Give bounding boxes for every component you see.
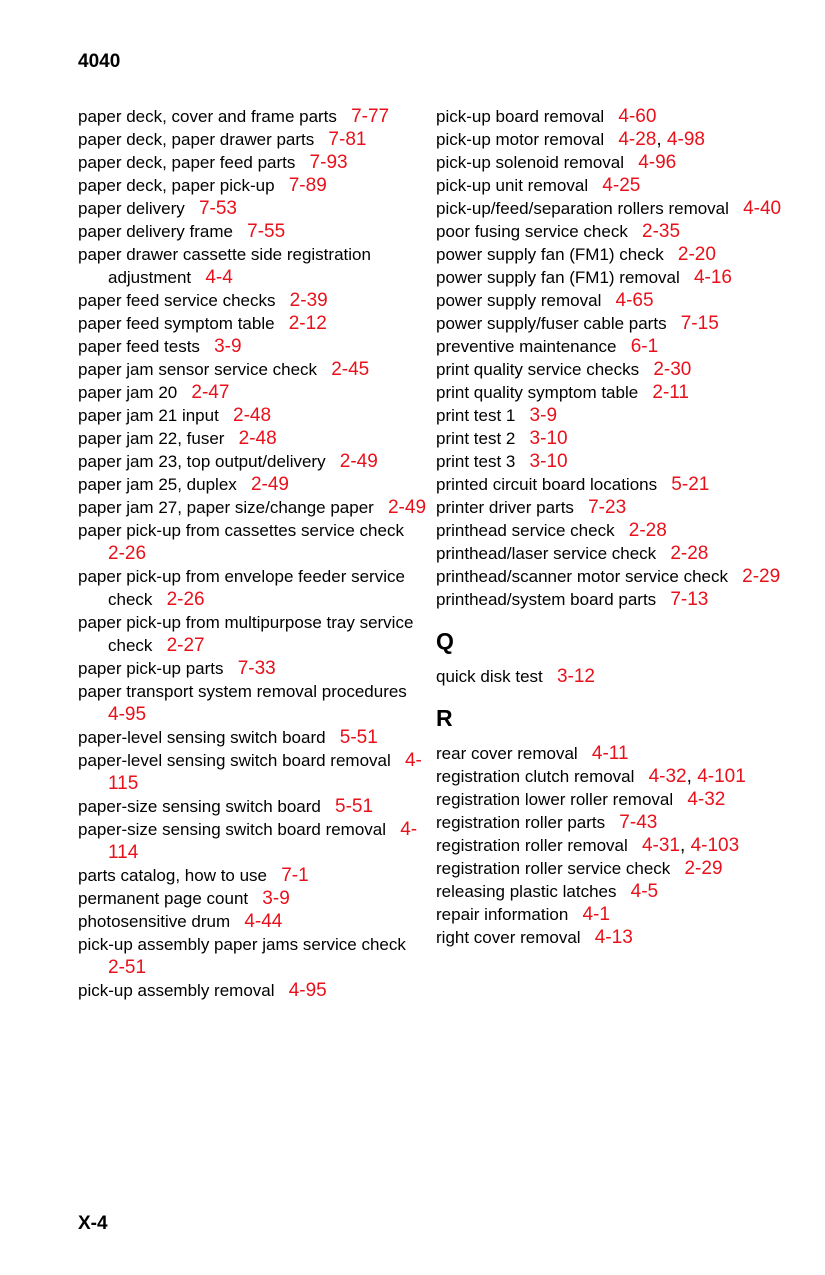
index-term: paper deck, cover and frame parts [78,107,337,126]
index-term: paper feed service checks [78,291,276,310]
page-references [289,175,327,196]
index-group-q [436,665,786,688]
page-references [340,451,378,472]
page-references [262,888,289,909]
page-reference-link[interactable]: 4-32 [687,789,726,810]
index-term: printed circuit board locations [436,475,658,494]
index-entry [436,788,786,811]
page-references [530,428,568,449]
page-references [619,812,657,833]
index-group-p [436,105,786,611]
page-reference-link[interactable]: 5-51 [339,727,378,748]
page-reference-link[interactable]: 4-32 [648,766,687,787]
page-reference-link[interactable]: 4-95 [288,980,327,1001]
index-term: repair information [436,905,569,924]
index-term: paper drawer cassette side registration adjustment [78,245,371,287]
page-reference-link[interactable]: 7-81 [328,129,367,150]
index-term: paper deck, paper pick-up [78,176,275,195]
page-references [331,359,369,380]
index-entry [78,611,428,657]
index-entry [436,880,786,903]
index-entry [436,742,786,765]
index-entry [78,450,428,473]
index-entry [78,680,428,726]
index-term: releasing plastic latches [436,882,617,901]
index-entry [78,473,428,496]
page-reference-link[interactable]: 2-28 [628,520,667,541]
index-term: print quality service checks [436,360,640,379]
page-reference-link[interactable]: 4-44 [244,911,283,932]
index-term: paper delivery frame [78,222,233,241]
page-reference-link[interactable]: 4-103 [690,835,740,856]
page-reference-link[interactable]: 4-28 [618,129,657,150]
page-references [238,658,276,679]
page-references [335,796,373,817]
page-references [233,405,271,426]
page-references [681,313,719,334]
index-entry [436,220,786,243]
page-reference-link[interactable]: 7-1 [281,865,309,886]
page-reference-link[interactable]: 4-60 [618,106,657,127]
page-reference-link[interactable]: 2-51 [108,957,147,978]
index-term: pick-up/feed/separation rollers removal [436,199,729,218]
page-references [595,927,633,948]
page-reference-link[interactable]: 7-77 [351,106,390,127]
index-entry [436,151,786,174]
index-entry [436,519,786,542]
index-entry [436,289,786,312]
page-reference-link[interactable]: 7-15 [680,313,719,334]
page-references [653,359,691,380]
index-entry [436,926,786,949]
page-reference-link[interactable]: 7-33 [237,658,276,679]
page-references [694,267,732,288]
index-entry [78,565,428,611]
index-entry [78,864,428,887]
section-letter-q: Q [436,628,454,654]
page-reference-link[interactable]: 5-21 [671,474,710,495]
page-references [289,980,327,1001]
index-entry [78,243,428,289]
index-entry [78,795,428,818]
index-term: quick disk test [436,667,543,686]
index-term: power supply removal [436,291,602,310]
page-reference-link[interactable]: 2-48 [238,428,277,449]
index-term: paper-size sensing switch board removal [78,820,387,839]
index-entry [436,542,786,565]
index-term: paper feed symptom table [78,314,275,333]
page-references [592,743,629,764]
index-term: registration roller service check [436,859,671,878]
index-column-left [78,105,428,1002]
page-references [631,336,658,357]
page-references [290,290,328,311]
page-references [684,858,722,879]
page-reference-link[interactable]: 4-114 [108,819,418,863]
page-reference-link[interactable]: 5-51 [335,796,374,817]
index-term: photosensitive drum [78,912,231,931]
index-entry [436,903,786,926]
page-reference-link[interactable]: 3-9 [262,888,290,909]
index-entry [78,979,428,1002]
page-reference-link[interactable]: 4-1 [582,904,610,925]
page-reference-link[interactable]: 4-25 [602,175,641,196]
page-reference-link[interactable]: 4-101 [697,766,746,787]
index-term: printhead/scanner motor service check [436,567,728,586]
page-references [167,635,205,656]
page-references [239,428,277,449]
index-term: printhead/system board parts [436,590,657,609]
index-entry [436,427,786,450]
index-entry [436,358,786,381]
index-term: permanent page count [78,889,249,908]
page-reference-link[interactable]: 4-40 [743,198,782,219]
index-entry [436,266,786,289]
page-references [631,881,658,902]
page-references [670,543,708,564]
index-entry [78,726,428,749]
index-entry [78,105,428,128]
page-reference-link[interactable]: 3-10 [529,451,568,472]
page-reference-link[interactable]: 2-45 [331,359,370,380]
index-entry [436,588,786,611]
index-term: paper-level sensing switch board removal [78,751,391,770]
index-term: pick-up unit removal [436,176,589,195]
page-references [618,129,705,150]
page-reference-link[interactable]: 2-11 [652,382,689,403]
index-entry [78,381,428,404]
index-entry [436,665,786,688]
index-entry [78,519,428,565]
page-references [205,267,232,288]
index-term: power supply fan (FM1) removal [436,268,680,287]
index-entry [436,811,786,834]
page-reference-link[interactable]: 2-47 [191,382,230,403]
page-references [530,405,557,426]
page-references [108,543,146,564]
index-term: preventive maintenance [436,337,617,356]
section-letter-r: R [436,705,453,731]
page-references [108,704,146,725]
page-reference-link[interactable]: 3-9 [529,405,558,426]
page-reference-link[interactable]: 2-49 [339,451,378,472]
page-references [638,152,676,173]
index-term: paper delivery [78,199,185,218]
page-references [199,198,237,219]
index-term: power supply fan (FM1) check [436,245,664,264]
index-entry [78,657,428,680]
index-term: pick-up assembly removal [78,981,275,1000]
index-entry [78,496,428,519]
page-references [310,152,348,173]
page-references [743,198,781,219]
index-term: paper jam 23, top output/delivery [78,452,326,471]
index-term: printhead service check [436,521,615,540]
index-entry [78,312,428,335]
index-term: registration clutch removal [436,767,635,786]
page-reference-link[interactable]: 7-55 [247,221,286,242]
page-references [108,957,146,978]
page-references [642,835,739,856]
index-entry [78,749,428,795]
index-group-r [436,742,786,949]
page-references [328,129,366,150]
running-header: 4040 [78,51,121,72]
page-reference-link[interactable]: 2-39 [289,290,328,311]
index-entry [436,857,786,880]
page-references [244,911,282,932]
index-term: rear cover removal [436,744,578,763]
index-entry [436,312,786,335]
page-reference-link[interactable]: 2-28 [670,543,709,564]
index-entry [78,128,428,151]
index-term: paper pick-up from cassettes service check [78,521,404,540]
index-term: paper pick-up parts [78,659,224,678]
index-entry [436,243,786,266]
page-references [582,904,609,925]
index-entry [436,450,786,473]
index-entry [78,289,428,312]
page-references [351,106,389,127]
page-reference-link[interactable]: 4-31 [641,835,680,856]
index-entry [78,887,428,910]
reference-separator: , [680,835,691,856]
page-references [289,313,327,334]
index-entry [436,174,786,197]
index-term: power supply/fuser cable parts [436,314,667,333]
page-reference-link[interactable]: 7-23 [588,497,627,518]
index-term: pick-up solenoid removal [436,153,625,172]
index-entry [436,335,786,358]
page-references [670,589,708,610]
index-term: paper pick-up from multipurpose tray service check [78,613,414,655]
page-reference-link[interactable]: 4-65 [615,290,654,311]
index-term: paper-level sensing switch board [78,728,326,747]
index-entry [436,404,786,427]
page-references [629,520,667,541]
index-entry [436,765,786,788]
index-term: paper jam 27, paper size/change paper [78,498,374,517]
page-references [530,451,568,472]
page-references [251,474,289,495]
index-term: paper deck, paper drawer parts [78,130,315,149]
index-term: print quality symptom table [436,383,639,402]
index-term: paper jam 25, duplex [78,475,237,494]
index-entry [436,197,786,220]
index-term: print test 2 [436,429,516,448]
page-reference-link[interactable]: 7-89 [288,175,327,196]
page-references [167,589,205,610]
page-reference-link[interactable]: 7-93 [309,152,348,173]
index-term: paper jam 22, fuser [78,429,225,448]
page-reference-link[interactable]: 2-29 [742,566,781,587]
page-reference-link[interactable]: 4-11 [591,743,629,764]
page-references [602,175,640,196]
page-reference-link[interactable]: 7-53 [198,198,237,219]
index-entry [436,565,786,588]
page-reference-link[interactable]: 2-35 [642,221,681,242]
index-term: pick-up assembly paper jams service check [78,935,406,954]
page-reference-link[interactable]: 2-26 [166,589,205,610]
page-references [214,336,241,357]
page-reference-link[interactable]: 4-16 [693,267,732,288]
index-term: poor fusing service check [436,222,628,241]
index-term: pick-up board removal [436,107,605,126]
index-entry [78,197,428,220]
page-references [652,382,689,403]
index-term: registration roller removal [436,836,628,855]
page-reference-link[interactable]: 4-4 [205,267,233,288]
page-references [742,566,780,587]
index-term: print test 1 [436,406,516,425]
page-reference-link[interactable]: 2-12 [288,313,327,334]
page-reference-link[interactable]: 4-95 [108,704,147,725]
index-entry [78,174,428,197]
index-entry [436,381,786,404]
index-entry [78,220,428,243]
page-references [388,497,426,518]
page-reference-link[interactable]: 2-49 [250,474,289,495]
page-references [649,766,746,787]
page-reference-link[interactable]: 3-12 [556,666,595,687]
index-entry [78,910,428,933]
page-reference-link[interactable]: 4-96 [638,152,677,173]
index-term: paper feed tests [78,337,200,356]
index-term: paper-size sensing switch board [78,797,321,816]
index-entry [78,151,428,174]
index-column-right [436,105,786,949]
index-term: pick-up motor removal [436,130,605,149]
page-references [618,106,656,127]
index-entry [78,335,428,358]
index-entry [78,427,428,450]
page-reference-link[interactable]: 2-27 [166,635,205,656]
page-references [557,666,595,687]
index-term: paper jam 20 [78,383,178,402]
index-entry [436,834,786,857]
page-reference-link[interactable]: 2-29 [684,858,723,879]
index-term: paper deck, paper feed parts [78,153,296,172]
page-reference-link[interactable]: 2-20 [677,244,716,265]
index-term: paper pick-up from envelope feeder service check [78,567,405,609]
page-reference-link[interactable]: 6-1 [630,336,659,357]
index-term: paper jam 21 input [78,406,219,425]
index-term: parts catalog, how to use [78,866,268,885]
page-references [687,789,725,810]
page-reference-link[interactable]: 3-9 [214,336,242,357]
index-entry [78,358,428,381]
page-reference-link[interactable]: 2-49 [387,497,427,518]
index-entry [436,105,786,128]
page-reference-link[interactable]: 4-5 [630,881,659,902]
index-entry [78,933,428,979]
page-references [247,221,285,242]
page-references [671,474,709,495]
page-reference-link[interactable]: 4-98 [666,129,705,150]
page-references [642,221,680,242]
page-references [191,382,229,403]
reference-separator: , [656,129,667,150]
index-term: registration lower roller removal [436,790,674,809]
page-reference-link[interactable]: 2-48 [233,405,272,426]
index-term: right cover removal [436,928,581,947]
index-entry [78,404,428,427]
index-term: printhead/laser service check [436,544,657,563]
page-references [281,865,308,886]
page-number: X-4 [78,1213,108,1234]
page-reference-link[interactable]: 4-13 [594,927,633,948]
index-entry [436,128,786,151]
index-term: print test 3 [436,452,516,471]
index-entry [78,818,428,864]
index-term: registration roller parts [436,813,606,832]
page-reference-link[interactable]: 7-43 [619,812,658,833]
page-reference-link[interactable]: 2-26 [108,543,147,564]
index-entry [436,473,786,496]
page-references [340,727,378,748]
page-references [678,244,716,265]
reference-separator: , [686,766,698,787]
page-reference-link[interactable]: 3-10 [529,428,568,449]
page-references [588,497,626,518]
index-term: paper jam sensor service check [78,360,318,379]
index-term: paper transport system removal procedures [78,682,407,701]
index-term: printer driver parts [436,498,574,517]
page-reference-link[interactable]: 4-115 [108,750,422,794]
page-reference-link[interactable]: 2-30 [653,359,692,380]
page-reference-link[interactable]: 7-13 [670,589,709,610]
index-entry [436,496,786,519]
page-references [616,290,654,311]
